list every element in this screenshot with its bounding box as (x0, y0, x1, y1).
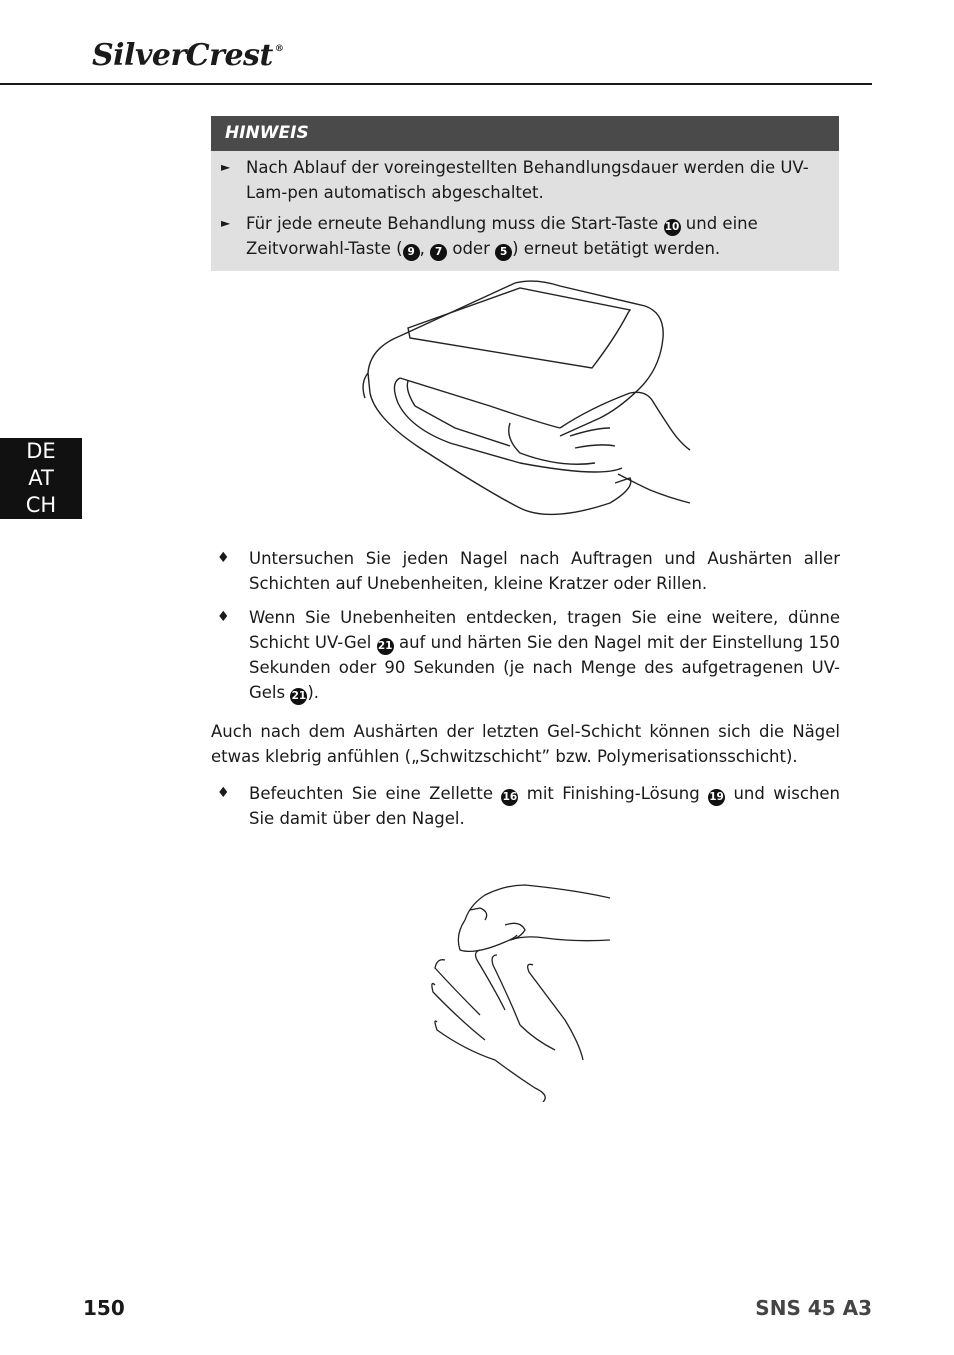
hinweis-item: ► Nach Ablauf der voreingestellten Behandlungsdauer werden die UV-Lam-pen automatisch abgeschaltet. (221, 155, 827, 205)
brand-logo: SilverCrest ® (92, 38, 284, 73)
ref-number: 9 (403, 244, 420, 261)
list-item: ♦ Wenn Sie Unebenheiten entdecken, tragen Sie eine weitere, dünne Schicht UV-Gel 21 auf und härten Sie den Nagel mit der Einstellung 150 Sekunden oder 90 Sekunden (je nach Menge des aufgetragenen UV-Gels 21). (211, 605, 840, 705)
wipe-steps (211, 781, 840, 840)
diamond-bullet-icon: ♦ (217, 609, 230, 625)
hinweis-title: HINWEIS (211, 116, 839, 151)
list-item: ♦ Untersuchen Sie jeden Nagel nach Auftragen und Aushärten aller Schichten auf Unebenheiten, kleine Kratzer oder Rillen. (211, 546, 840, 596)
ref-number: 21 (377, 638, 394, 655)
uv-lamp-illustration (360, 278, 700, 523)
arrow-icon: ► (221, 216, 231, 230)
language-tab: DE AT CH (0, 438, 82, 519)
ref-number: 7 (430, 244, 447, 261)
diamond-bullet-icon: ♦ (217, 785, 230, 801)
hand-wiping-illustration (425, 880, 620, 1102)
hinweis-box (211, 116, 839, 271)
ref-number: 16 (501, 789, 518, 806)
ref-number: 21 (290, 688, 307, 705)
page-number: 150 (83, 1296, 125, 1320)
model-number: SNS 45 A3 (755, 1296, 872, 1320)
ref-number: 19 (708, 789, 725, 806)
check-steps (211, 546, 840, 714)
hinweis-item: ► Für jede erneute Behandlung muss die Start-Taste 10 und eine Zeitvorwahl-Taste ( 9 , 7 oder 5 ) erneut betätigt werden. (221, 211, 827, 261)
ref-number: 5 (495, 244, 512, 261)
arrow-icon: ► (221, 160, 231, 174)
info-paragraph: Auch nach dem Aushärten der letzten Gel-Schicht können sich die Nägel etwas klebrig anfühlen („Schwitzschicht” bzw. Polymerisationsschicht). (211, 722, 840, 766)
ref-number: 10 (664, 219, 681, 236)
diamond-bullet-icon: ♦ (217, 550, 230, 566)
list-item: ♦ Befeuchten Sie eine Zellette 16 mit Finishing-Lösung 19 und wischen Sie damit über den Nagel. (211, 781, 840, 831)
header-rule (0, 83, 872, 85)
